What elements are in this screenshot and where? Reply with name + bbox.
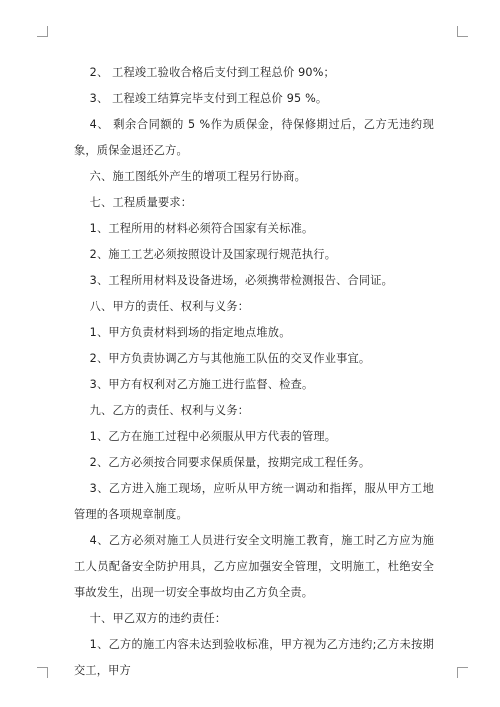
paragraph-party-b-4: 4、乙方必须对施工人员进行安全文明施工教育，施工时乙方应为施工人员配备安全防护用具，乙方应加强安全管理，文明施工，杜绝安全事故发生，出现一切安全事故均由乙方负全责。 [74,534,434,599]
paragraph-quality-1: 1、工程所用的材料必须符合国家有关标准。 [89,222,314,235]
paragraph-payment-3: 3、 工程竣工结算完毕支付到工程总价 95 %。 [89,92,328,105]
section-heading-10: 十、甲乙双方的违约责任： [89,612,227,625]
paragraph-party-a-2: 2、甲方负责协调乙方与其他施工队伍的交叉作业事宜。 [89,352,371,365]
paragraph-payment-2: 2、 工程竣工验收合格后支付到工程总价 90%； [89,66,335,79]
section-heading-8: 八、甲方的责任、权利与义务： [89,300,250,313]
crop-mark-bottom-right [457,667,468,678]
crop-mark-top-right [457,26,468,37]
section-heading-6: 六、施工图纸外产生的增项工程另行协商。 [89,170,307,183]
paragraph-quality-2: 2、施工工艺必须按照设计及国家现行规范执行。 [89,248,337,261]
document-body [74,60,434,684]
paragraph-party-b-1: 1、乙方在施工过程中必须服从甲方代表的管理。 [89,430,337,443]
paragraph-quality-3: 3、工程所用材料及设备进场，必须携带检测报告、合同证。 [89,274,394,287]
paragraph-payment-4: 4、 剩余合同额的 5 %作为质保金，待保修期过后，乙方无违约现象，质保金退还乙方。 [74,118,434,157]
paragraph-party-a-3: 3、甲方有权利对乙方施工进行监督、检查。 [89,378,314,391]
crop-mark-top-left [37,26,48,37]
paragraph-party-a-1: 1、甲方负责材料到场的指定地点堆放。 [89,326,291,339]
crop-mark-bottom-left [37,667,48,678]
paragraph-breach-1: 1、乙方的施工内容未达到验收标准，甲方视为乙方违约;乙方未按期交工，甲方 [74,638,434,677]
section-heading-9: 九、乙方的责任、权利与义务： [89,404,250,417]
paragraph-party-b-2: 2、乙方必须按合同要求保质保量，按期完成工程任务。 [89,456,371,469]
paragraph-party-b-3: 3、乙方进入施工现场，应听从甲方统一调动和指挥，服从甲方工地管理的各项规章制度。 [74,482,434,521]
section-heading-7: 七、工程质量要求： [89,196,193,209]
